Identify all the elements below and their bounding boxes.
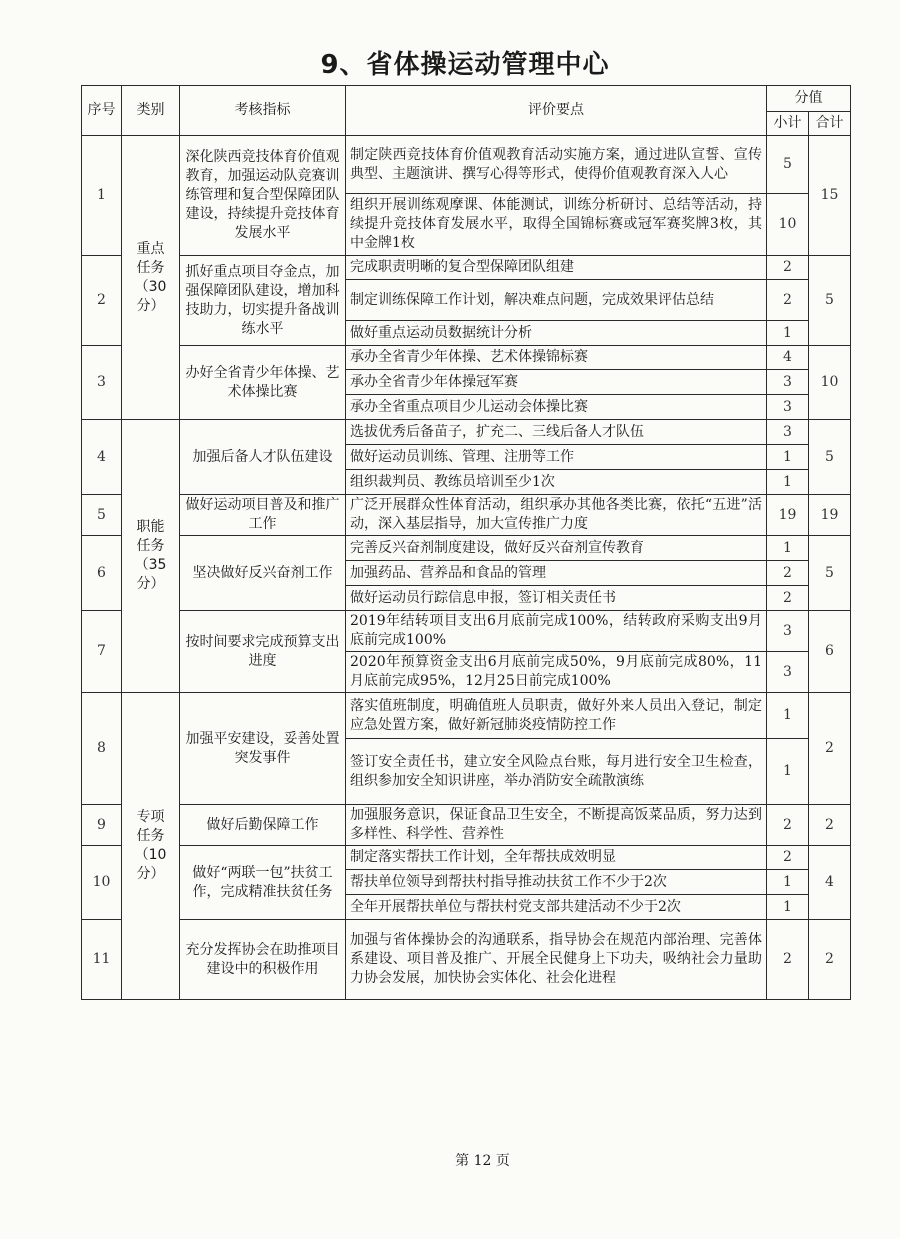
table-row	[82, 346, 851, 370]
page-title: 9、省体操运动管理中心	[320, 50, 610, 80]
category-cell: 重点 任务 （30 分）	[122, 136, 180, 420]
subtotal-cell: 2	[767, 920, 809, 1000]
total-cell: 15	[809, 136, 851, 256]
row-number: 4	[82, 420, 122, 495]
criteria-cell: 承办全省重点项目少儿运动会体操比赛	[346, 395, 767, 420]
subtotal-cell: 1	[767, 536, 809, 561]
table-row	[82, 846, 851, 870]
category-cell: 专项 任务 （10 分）	[122, 693, 180, 1000]
table-row	[82, 256, 851, 280]
indicator-cell: 做好后勤保障工作	[180, 805, 346, 846]
total-cell: 2	[809, 693, 851, 805]
indicator-cell: 充分发挥协会在助推项目建设中的积极作用	[180, 920, 346, 1000]
criteria-cell: 全年开展帮扶单位与帮扶村党支部共建活动不少于2次	[346, 895, 767, 920]
table-row	[82, 611, 851, 652]
header-total: 合计	[809, 112, 851, 136]
indicator-cell: 做好“两联一包”扶贫工作，完成精准扶贫任务	[180, 846, 346, 920]
subtotal-cell: 3	[767, 370, 809, 395]
subtotal-cell: 1	[767, 739, 809, 805]
subtotal-cell: 19	[767, 495, 809, 536]
subtotal-cell: 1	[767, 321, 809, 346]
indicator-cell: 办好全省青少年体操、艺术体操比赛	[180, 346, 346, 420]
criteria-cell: 承办全省青少年体操、艺术体操锦标赛	[346, 346, 767, 370]
criteria-cell: 承办全省青少年体操冠军赛	[346, 370, 767, 395]
subtotal-cell: 5	[767, 136, 809, 194]
criteria-cell: 加强服务意识，保证食品卫生安全，不断提高饭菜品质，努力达到多样性、科学性、营养性	[346, 805, 767, 846]
table-row	[82, 536, 851, 561]
table-row	[82, 805, 851, 846]
criteria-cell: 完成职责明晰的复合型保障团队组建	[346, 256, 767, 280]
row-number: 1	[82, 136, 122, 256]
criteria-cell: 2020年预算资金支出6月底前完成50%，9月底前完成80%，11月底前完成95%，12月25日前完成100%	[346, 652, 767, 693]
subtotal-cell: 3	[767, 395, 809, 420]
header-subtotal: 小计	[767, 112, 809, 136]
indicator-cell: 深化陕西竞技体育价值观教育，加强运动队竞赛训练管理和复合型保障团队建设，持续提升竞技体育发展水平	[180, 136, 346, 256]
subtotal-cell: 1	[767, 693, 809, 739]
criteria-cell: 落实值班制度，明确值班人员职责，做好外来人员出入登记，制定应急处置方案，做好新冠肺炎疫情防控工作	[346, 693, 767, 739]
assessment-table	[81, 85, 851, 1000]
criteria-cell: 制定陕西竞技体育价值观教育活动实施方案，通过进队宣誓、宣传典型、主题演讲、撰写心得等形式，使得价值观教育深入人心	[346, 136, 767, 194]
subtotal-cell: 4	[767, 346, 809, 370]
criteria-cell: 做好运动员行踪信息申报，签订相关责任书	[346, 586, 767, 611]
total-cell: 2	[809, 805, 851, 846]
criteria-cell: 制定训练保障工作计划，解决难点问题，完成效果评估总结	[346, 280, 767, 321]
row-number: 11	[82, 920, 122, 1000]
total-cell: 5	[809, 536, 851, 611]
indicator-cell: 按时间要求完成预算支出进度	[180, 611, 346, 693]
criteria-cell: 签订安全责任书，建立安全风险点台账，每月进行安全卫生检查，组织参加安全知识讲座，举办消防安全疏散演练	[346, 739, 767, 805]
table-row	[82, 495, 851, 536]
indicator-cell: 坚决做好反兴奋剂工作	[180, 536, 346, 611]
criteria-cell: 做好重点运动员数据统计分析	[346, 321, 767, 346]
table-row	[82, 920, 851, 1000]
row-number: 9	[82, 805, 122, 846]
criteria-cell: 做好运动员训练、管理、注册等工作	[346, 445, 767, 470]
total-cell: 5	[809, 256, 851, 346]
header-indicator: 考核指标	[180, 86, 346, 136]
total-cell: 6	[809, 611, 851, 693]
criteria-cell: 组织开展训练观摩课、体能测试，训练分析研讨、总结等活动，持续提升竞技体育发展水平，取得全国锦标赛或冠军赛奖牌3枚，其中金牌1枚	[346, 194, 767, 256]
indicator-cell: 加强平安建设，妥善处置突发事件	[180, 693, 346, 805]
criteria-cell: 完善反兴奋剂制度建设，做好反兴奋剂宣传教育	[346, 536, 767, 561]
criteria-cell: 选拔优秀后备苗子，扩充二、三线后备人才队伍	[346, 420, 767, 445]
subtotal-cell: 10	[767, 194, 809, 256]
subtotal-cell: 2	[767, 256, 809, 280]
criteria-cell: 广泛开展群众性体育活动，组织承办其他各类比赛，依托“五进”活动，深入基层指导，加大宣传推广力度	[346, 495, 767, 536]
subtotal-cell: 3	[767, 611, 809, 652]
table-row	[82, 420, 851, 445]
subtotal-cell: 1	[767, 895, 809, 920]
criteria-cell: 制定落实帮扶工作计划，全年帮扶成效明显	[346, 846, 767, 870]
row-number: 7	[82, 611, 122, 693]
header-category: 类别	[122, 86, 180, 136]
subtotal-cell: 3	[767, 652, 809, 693]
header-criteria: 评价要点	[346, 86, 767, 136]
total-cell: 19	[809, 495, 851, 536]
criteria-cell: 2019年结转项目支出6月底前完成100%，结转政府采购支出9月底前完成100%	[346, 611, 767, 652]
criteria-cell: 帮扶单位领导到帮扶村指导推动扶贫工作不少于2次	[346, 870, 767, 895]
page-number: 第 12 页	[455, 1153, 510, 1169]
total-cell: 2	[809, 920, 851, 1000]
row-number: 2	[82, 256, 122, 346]
criteria-cell: 加强与省体操协会的沟通联系，指导协会在规范内部治理、完善体系建设、项目普及推广、开展全民健身上下功夫，吸纳社会力量助力协会发展，加快协会实体化、社会化进程	[346, 920, 767, 1000]
subtotal-cell: 2	[767, 280, 809, 321]
indicator-cell: 加强后备人才队伍建设	[180, 420, 346, 495]
subtotal-cell: 3	[767, 420, 809, 445]
total-cell: 5	[809, 420, 851, 495]
criteria-cell: 组织裁判员、教练员培训至少1次	[346, 470, 767, 495]
category-cell: 职能 任务 （35 分）	[122, 420, 180, 693]
subtotal-cell: 1	[767, 870, 809, 895]
subtotal-cell: 2	[767, 846, 809, 870]
indicator-cell: 抓好重点项目夺金点，加强保障团队建设，增加科技助力，切实提升备战训练水平	[180, 256, 346, 346]
header-seq: 序号	[82, 86, 122, 136]
subtotal-cell: 2	[767, 805, 809, 846]
row-number: 10	[82, 846, 122, 920]
header-score: 分值	[767, 86, 851, 112]
row-number: 6	[82, 536, 122, 611]
criteria-cell: 加强药品、营养品和食品的管理	[346, 561, 767, 586]
table-row	[82, 136, 851, 194]
subtotal-cell: 2	[767, 586, 809, 611]
table-row	[82, 693, 851, 739]
row-number: 5	[82, 495, 122, 536]
subtotal-cell: 1	[767, 470, 809, 495]
indicator-cell: 做好运动项目普及和推广工作	[180, 495, 346, 536]
total-cell: 4	[809, 846, 851, 920]
subtotal-cell: 1	[767, 445, 809, 470]
total-cell: 10	[809, 346, 851, 420]
subtotal-cell: 2	[767, 561, 809, 586]
row-number: 3	[82, 346, 122, 420]
row-number: 8	[82, 693, 122, 805]
